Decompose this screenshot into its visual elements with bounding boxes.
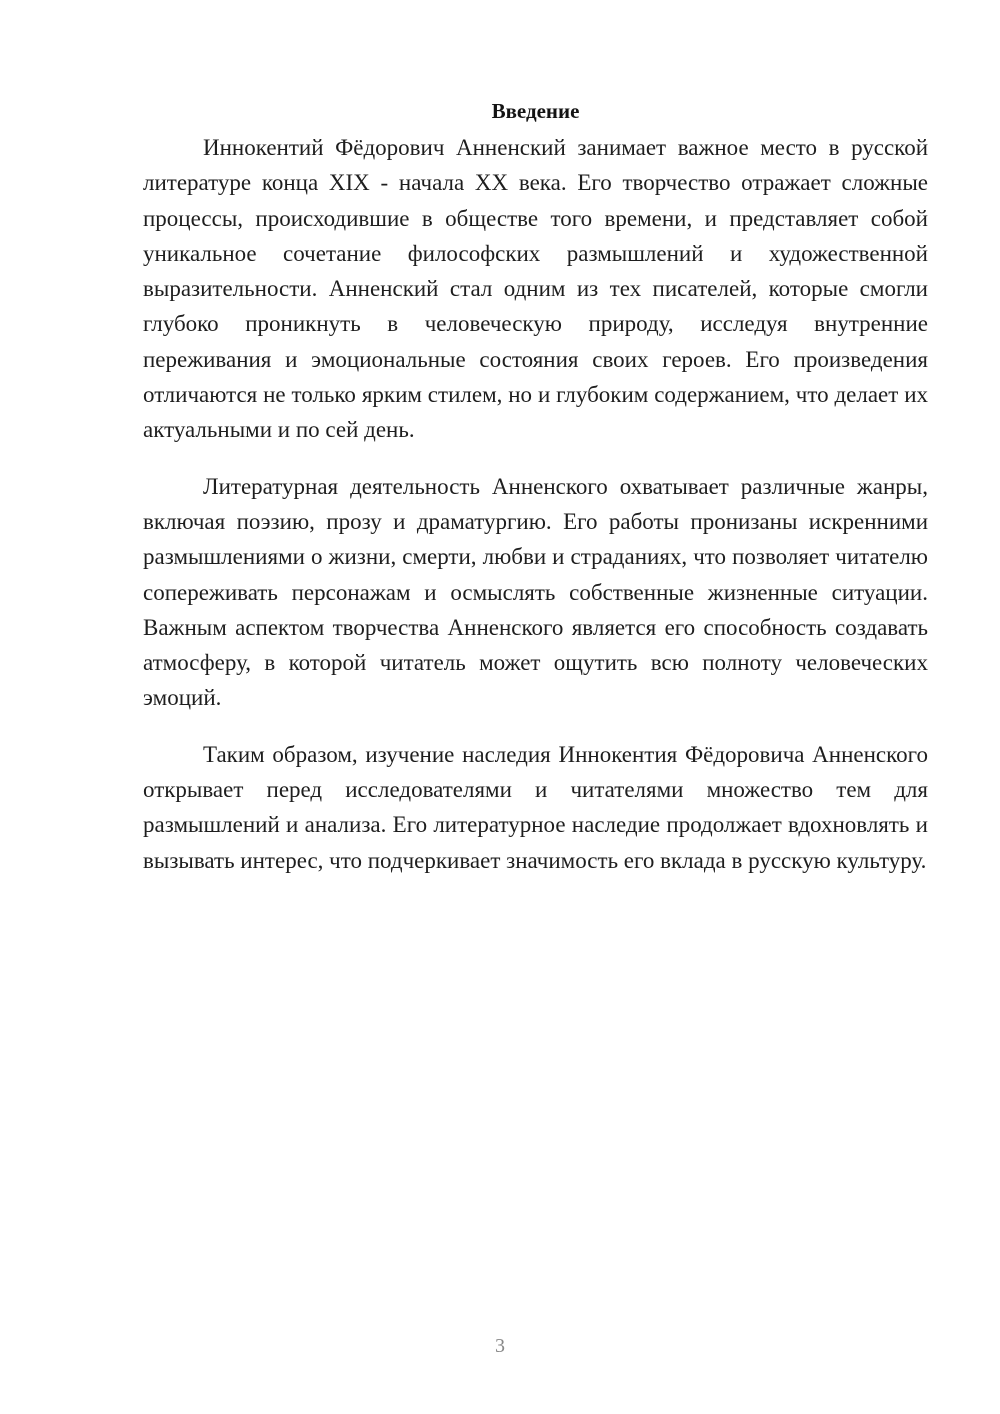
paragraph-3: Таким образом, изучение наследия Иннокентия Фёдоровича Анненского открывает перед исследователями и читателями множество тем для размышлений и анализа. Его литературное наследие продолжает вдохновлять и вызывать интерес, что подчеркивает значимость его вклада в русскую культуру.	[143, 741, 928, 873]
page-number: 3	[495, 1335, 505, 1357]
paragraph-1: Иннокентий Фёдорович Анненский занимает важное место в русской литературе конца XIX - начала XX века. Его творчество отражает сложные процессы, происходившие в обществе того времени, и представляет собой уникальное сочетание философских размышлений и художественной выразительности. Анненский стал одним из тех писателей, которые смогли глубоко проникнуть в человеческую природу, исследуя внутренние переживания и эмоциональные состояния своих героев. Его произведения отличаются не только ярким стилем, но и глубоким содержанием, что делает их актуальными и по сей день.	[143, 135, 928, 443]
section-title: Введение	[491, 99, 580, 123]
paragraph-2: Литературная деятельность Анненского охватывает различные жанры, включая поэзию, прозу и драматургию. Его работы пронизаны искренними размышлениями о жизни, смерти, любви и страданиях, что позволяет читателю сопереживать персонажам и осмыслять собственные жизненные ситуации. Важным аспектом творчества Анненского является его способность создавать атмосферу, в которой читатель может ощутить всю полноту человеческих эмоций.	[143, 473, 928, 711]
page-content	[143, 96, 928, 899]
